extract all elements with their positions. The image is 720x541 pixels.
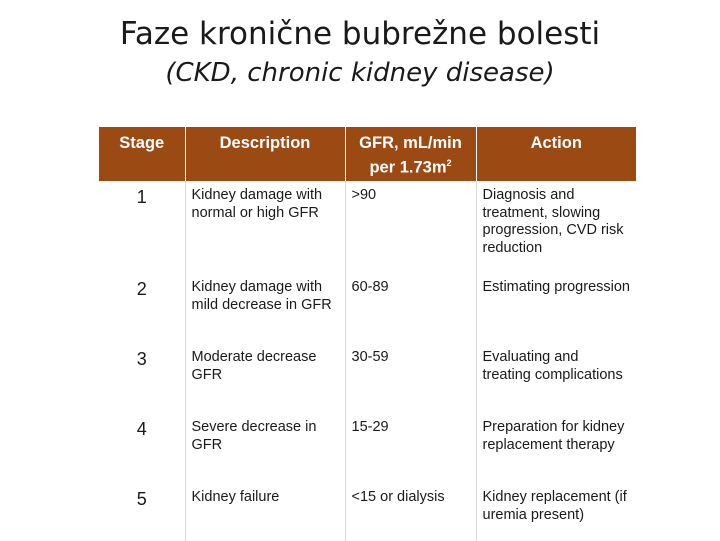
action-cell: Kidney replacement (if uremia present) xyxy=(476,483,636,541)
header-action: Action xyxy=(476,127,636,181)
table-row xyxy=(99,273,636,343)
gfr-cell: 15-29 xyxy=(345,413,476,483)
header-gfr-superscript: 2 xyxy=(446,158,452,168)
gfr-cell: 30-59 xyxy=(345,343,476,413)
gfr-cell: <15 or dialysis xyxy=(345,483,476,541)
stage-cell: 2 xyxy=(136,279,147,299)
table-row xyxy=(99,343,636,413)
header-description: Description xyxy=(185,127,345,181)
table-row xyxy=(99,181,636,273)
stage-cell: 4 xyxy=(136,419,147,439)
header-stage: Stage xyxy=(99,127,185,181)
stage-cell: 3 xyxy=(136,349,147,369)
gfr-cell: >90 xyxy=(345,181,476,273)
action-cell: Evaluating and treating complications xyxy=(476,343,636,413)
ckd-stages-table xyxy=(99,127,636,541)
description-cell: Kidney failure xyxy=(185,483,345,541)
action-cell: Preparation for kidney replacement therapy xyxy=(476,413,636,483)
description-cell: Moderate decrease GFR xyxy=(185,343,345,413)
stage-cell: 5 xyxy=(136,489,147,509)
header-gfr-label: GFR, mL/min per 1.73m xyxy=(359,134,462,177)
stage-cell: 1 xyxy=(136,187,147,207)
table-header-row xyxy=(99,127,636,181)
action-cell: Estimating progression xyxy=(476,273,636,343)
header-gfr xyxy=(345,127,476,181)
description-cell: Kidney damage with normal or high GFR xyxy=(185,181,345,273)
page-title: Faze kronične bubrežne bolesti xyxy=(119,16,601,52)
table-row xyxy=(99,483,636,541)
gfr-cell: 60-89 xyxy=(345,273,476,343)
action-cell: Diagnosis and treatment, slowing progression, CVD risk reduction xyxy=(476,181,636,273)
page-subtitle: (CKD, chronic kidney disease) xyxy=(165,58,555,88)
description-cell: Severe decrease in GFR xyxy=(185,413,345,483)
description-cell: Kidney damage with mild decrease in GFR xyxy=(185,273,345,343)
table-row xyxy=(99,413,636,483)
